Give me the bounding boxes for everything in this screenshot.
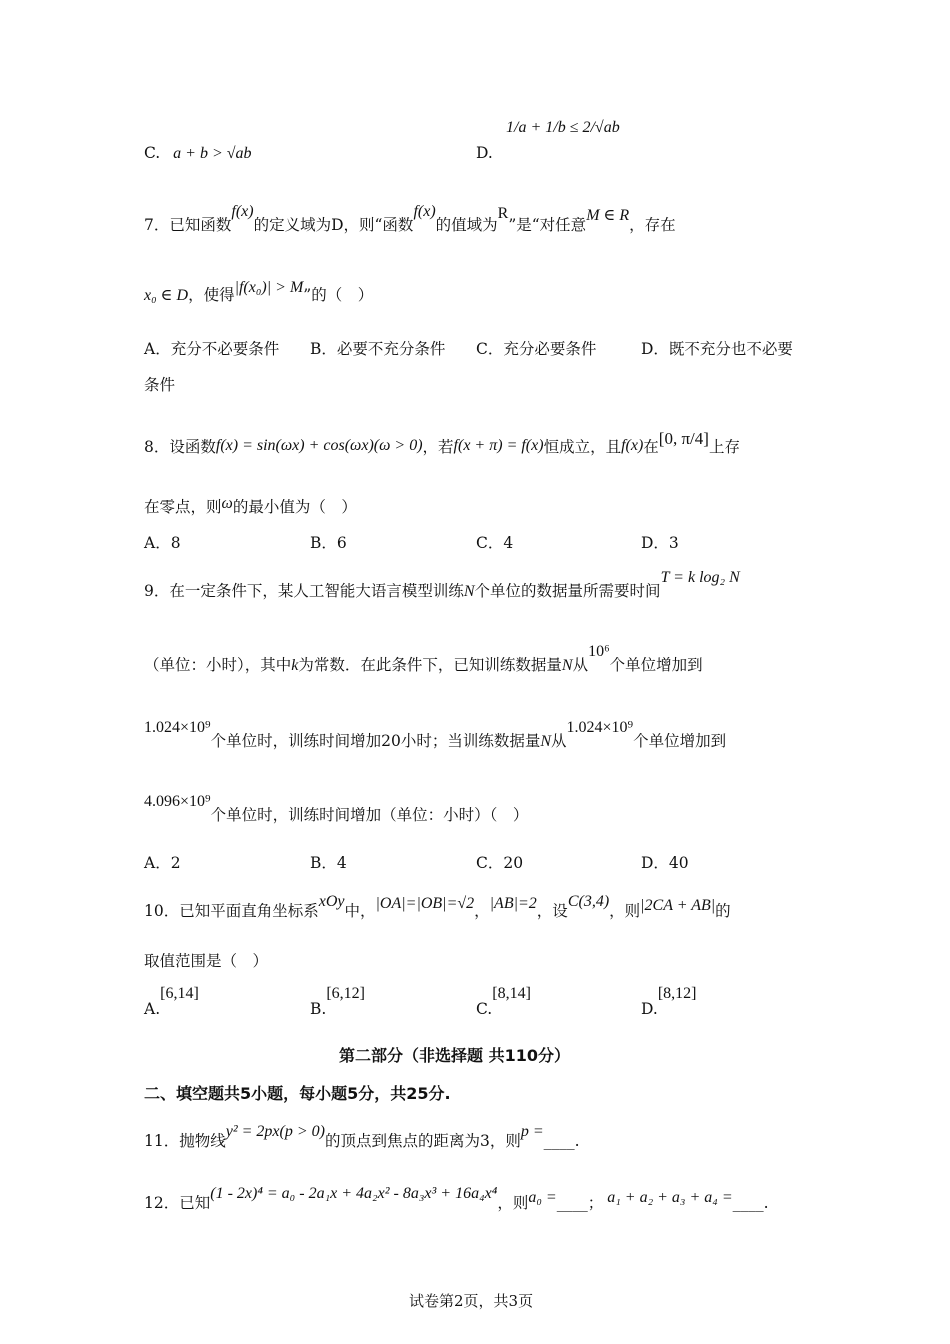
- q8-stem-1: 8．设函数f(x) = sin(ωx) + cos(ωx)(ω > 0)，若f(x + π) = f(x)恒成立，且f(x)在[0, π/4]上存: [144, 429, 740, 456]
- q7-option-a: A．充分不必要条件: [144, 340, 280, 358]
- part2-title: 第二部分（非选择题 共110分）: [339, 1046, 570, 1065]
- section-heading: 二、填空题共5小题，每小题5分，共25分.: [144, 1084, 451, 1103]
- q10-stem-2: 取值范围是（ ）: [144, 952, 269, 970]
- q9-option-b: B．4: [310, 854, 347, 872]
- q10-option-a: A.[6,14]: [144, 985, 199, 1018]
- page-footer: 试卷第2页，共3页: [409, 1292, 534, 1310]
- q7-option-d: D．既不充分也不必要: [641, 340, 793, 358]
- q8-option-b: B．6: [310, 534, 347, 552]
- q9-stem-4: 4.096×10⁹个单位时，训练时间增加（单位：小时）（ ）: [144, 793, 529, 824]
- q9-stem-2: （单位：小时），其中k为常数．在此条件下，已知训练数据量N从10⁶个单位增加到: [144, 643, 703, 674]
- q10-stem-1: 10．已知平面直角坐标系xOy中，|OA|=|OB|=√2，|AB|=2，设C(3,4)，则|2CA + AB|的: [144, 893, 731, 920]
- q9-option-d: D．40: [641, 854, 689, 872]
- q7-option-d-cont: 条件: [144, 376, 176, 394]
- q9-stem-3: 1.024×10⁹个单位时，训练时间增加20小时；当训练数据量N从1.024×10⁹个单位增加到: [144, 719, 727, 750]
- q7-option-c: C．充分必要条件: [476, 340, 597, 358]
- q12-stem: 12．已知(1 - 2x)⁴ = a₀ - 2a₁x + 4a₂x² - 8a₃x³ + 16a₄x⁴，则a₀ =____； a₁ + a₂ + a₃ + a₄ =____.: [144, 1185, 769, 1212]
- q10-option-c: C.[8,14]: [476, 985, 531, 1018]
- q9-option-a: A．2: [144, 854, 181, 872]
- q11-stem: 11．抛物线y² = 2px(p > 0)的顶点到焦点的距离为3，则p =____.: [144, 1123, 580, 1150]
- q7-stem-1: 7．已知函数f(x)的定义域为D，则“函数f(x)的值域为R”是“对任意M ∈ R，存在: [144, 203, 676, 234]
- q6-option-d-label: D.: [476, 144, 493, 162]
- q10-option-b: B.[6,12]: [310, 985, 365, 1018]
- q9-option-c: C．20: [476, 854, 524, 872]
- q9-stem-1: 9．在一定条件下，某人工智能大语言模型训练N个单位的数据量所需要时间T = k log₂ N: [144, 569, 740, 600]
- q8-option-a: A．8: [144, 534, 181, 552]
- q8-option-c: C．4: [476, 534, 514, 552]
- q8-stem-2: 在零点，则ω的最小值为（ ）: [144, 495, 357, 516]
- q10-option-d: D.[8,12]: [641, 985, 697, 1018]
- q6-option-c: C. a + b > √ab: [144, 144, 252, 162]
- q7-option-b: B．必要不充分条件: [310, 340, 446, 358]
- q8-option-d: D．3: [641, 534, 679, 552]
- q6-option-d-expr: 1/a + 1/b ≤ 2/√ab: [506, 119, 620, 136]
- q7-stem-2: x₀ ∈ D，使得|f(x₀)| > M”的（ ）: [144, 279, 374, 304]
